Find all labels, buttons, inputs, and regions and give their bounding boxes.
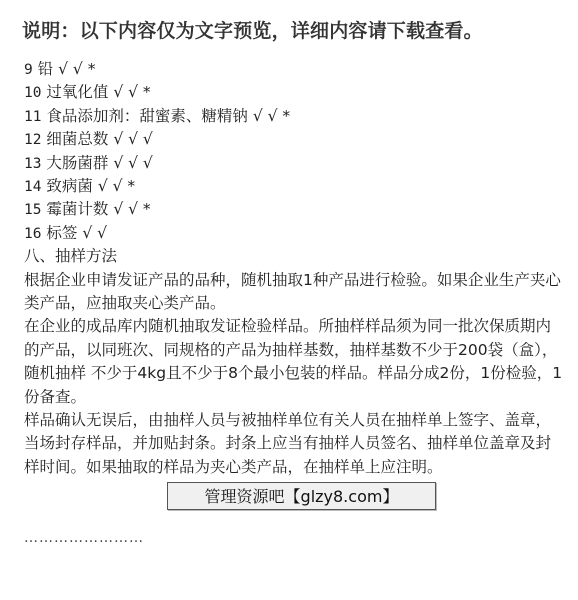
item-number: 9 <box>24 62 33 78</box>
item-text: 致病菌 √ √ * <box>41 176 136 195</box>
list-item <box>24 128 564 151</box>
paragraph: 样品确认无误后，由抽样人员与被抽样单位有关人员在抽样单上签字、盖章，当场封存样品，并加贴封条。封条上应当有抽样人员签名、抽样单位盖章及封样时间。如果抽取的样品为夹心类产品，在抽样单上应注明。 <box>24 410 552 476</box>
paragraph: 在企业的成品库内随机抽取发证检验样品。所抽样样品须为同一批次保质期内的产品，以同班次、同规格的产品为抽样基数，抽样基数不少于200袋（盒），随机抽样 不少于4kg且不少于8个最小包装的样品。样品分成2份，1份检验，1份备查。 <box>24 317 563 406</box>
item-number: 10 <box>24 85 42 102</box>
list-item <box>24 175 564 198</box>
site-watermark: 管理资源吧【glzy8.com】 <box>167 482 436 510</box>
item-number: 11 <box>24 108 42 125</box>
list-item <box>24 58 564 81</box>
list-item <box>24 105 564 128</box>
list-item <box>24 222 564 245</box>
item-text: 霉菌计数 √ √ * <box>41 200 151 219</box>
item-text: 细菌总数 √ √ √ <box>41 130 153 149</box>
item-text: 标签 √ √ <box>41 223 108 242</box>
paragraph: 根据企业申请发证产品的品种，随机抽取1种产品进行检验。如果企业生产夹心类产品，应抽取夹心类产品。 <box>24 270 561 312</box>
item-text: 食品添加剂：甜蜜素、糖精钠 √ √ * <box>41 106 291 125</box>
preview-notice: 说明：以下内容仅为文字预览，详细内容请下载查看。 <box>22 20 483 42</box>
item-text: 铅 √ √ * <box>32 60 96 78</box>
document-body <box>24 58 564 479</box>
section-heading: 八、抽样方法 <box>24 247 118 266</box>
item-number: 13 <box>24 155 42 172</box>
list-item <box>24 81 564 104</box>
item-number: 14 <box>24 178 42 195</box>
list-item <box>24 152 564 175</box>
item-number: 12 <box>24 132 42 149</box>
ellipsis: …………………… <box>24 530 144 546</box>
item-number: 15 <box>24 202 42 219</box>
item-number: 16 <box>24 225 42 242</box>
item-text: 过氧化值 √ √ * <box>41 83 151 102</box>
list-item <box>24 198 564 221</box>
item-text: 大肠菌群 √ √ √ <box>41 153 153 172</box>
